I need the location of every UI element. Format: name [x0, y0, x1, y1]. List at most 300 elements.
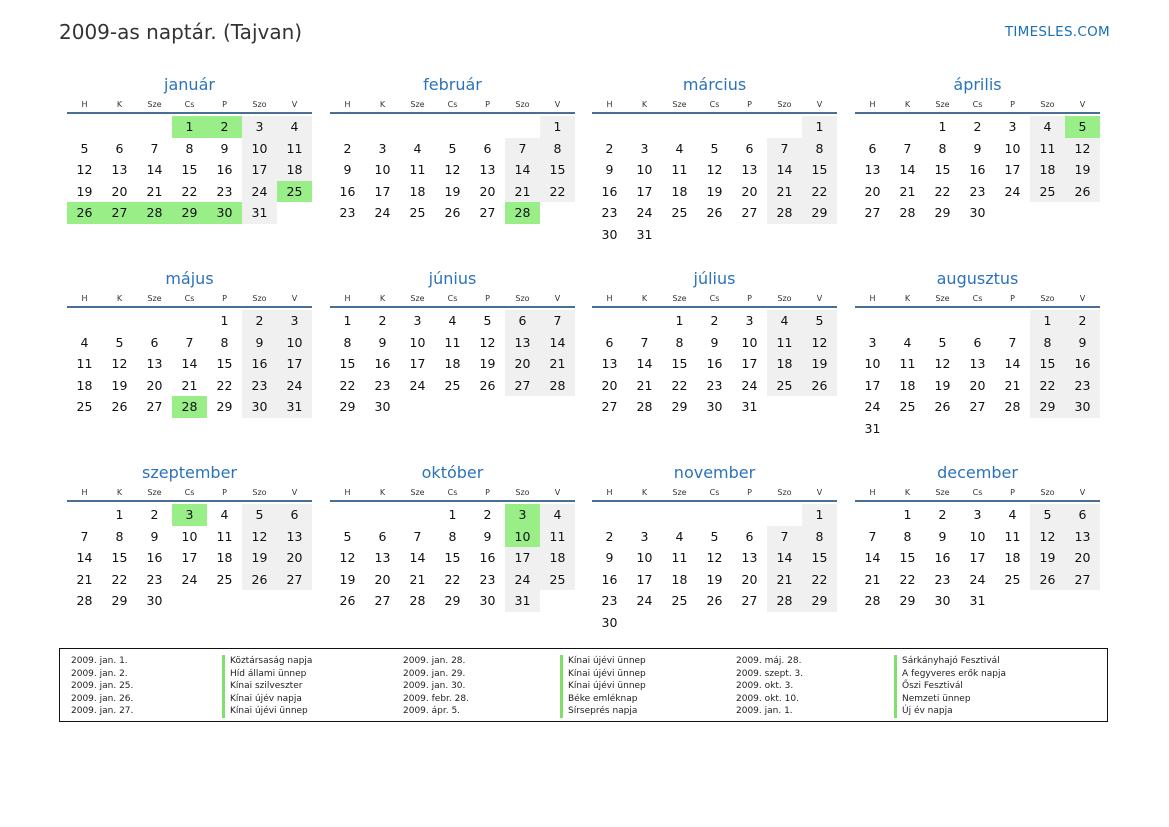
weekday-label: P	[222, 294, 227, 303]
day-cell: 17	[741, 356, 758, 372]
day-cell: 4	[767, 310, 802, 332]
empty-cell	[767, 504, 802, 526]
day-cell: 29	[934, 205, 951, 221]
weekday-label: P	[1010, 100, 1015, 109]
day-cell: 13	[277, 526, 312, 548]
day-cell: 6	[973, 334, 982, 350]
day-cell: 31	[636, 226, 653, 242]
day-cell: 17	[242, 159, 277, 181]
day-cell: 6	[745, 140, 754, 156]
legend-holiday-name: A fegyveres erők napja	[894, 668, 1006, 681]
day-cell: 24	[181, 571, 198, 587]
month-name: november	[673, 463, 756, 482]
day-cell: 9	[710, 334, 719, 350]
day-cell: 22	[216, 377, 233, 393]
day-cell: 6	[277, 504, 312, 526]
day-cell: 15	[671, 356, 688, 372]
month-name: január	[164, 75, 215, 94]
month-name: május	[165, 269, 214, 288]
day-cell: 14	[899, 162, 916, 178]
day-cell: 22	[802, 181, 837, 203]
weekday-label: P	[485, 488, 490, 497]
weekday-label: K	[641, 488, 648, 497]
month-name: február	[423, 75, 482, 94]
day-cell: 22	[540, 181, 575, 203]
day-cell: 10	[277, 332, 312, 354]
day-cell: 30	[706, 399, 723, 415]
day-cell: 11	[76, 356, 93, 372]
holiday-day-cell: 29	[172, 202, 207, 224]
empty-cell	[662, 504, 697, 526]
weekday-label: H	[81, 488, 88, 497]
holiday-day-cell: 5	[1065, 116, 1100, 138]
day-cell: 19	[706, 183, 723, 199]
empty-cell	[855, 310, 890, 332]
legend-holiday-name: Kínai szilveszter	[222, 680, 312, 693]
weekday-label: P	[747, 100, 752, 109]
day-cell: 1	[938, 119, 947, 134]
day-cell: 12	[479, 334, 496, 350]
weekday-label: P	[747, 488, 752, 497]
day-cell: 5	[80, 140, 89, 156]
day-cell: 29	[899, 593, 916, 609]
legend-date: 2009. máj. 28.	[736, 656, 802, 666]
weekday-label: P	[485, 294, 490, 303]
day-cell: 14	[540, 332, 575, 354]
weekday-header	[592, 486, 837, 502]
weekday-label: Cs	[447, 100, 458, 109]
day-cell: 20	[374, 571, 391, 587]
day-cell: 12	[934, 356, 951, 372]
day-cell: 29	[802, 590, 837, 612]
day-cell: 10	[181, 528, 198, 544]
day-cell: 22	[444, 571, 461, 587]
day-cell: 25	[1030, 181, 1065, 203]
day-cell: 19	[706, 571, 723, 587]
weekday-header	[855, 486, 1100, 502]
day-cell: 8	[185, 140, 194, 156]
weekday-header	[67, 98, 312, 114]
day-grid	[592, 504, 837, 634]
empty-cell	[732, 504, 767, 526]
day-cell: 22	[339, 377, 356, 393]
day-cell: 9	[220, 140, 229, 156]
day-cell: 12	[706, 162, 723, 178]
day-cell: 14	[76, 550, 93, 566]
day-cell: 3	[868, 334, 877, 350]
day-cell: 26	[242, 569, 277, 591]
empty-cell	[960, 310, 995, 332]
day-cell: 8	[1030, 332, 1065, 354]
day-cell: 10	[636, 162, 653, 178]
weekday-label: Cs	[709, 294, 720, 303]
day-cell: 26	[111, 399, 128, 415]
legend-holiday-name: Sárkányhajó Fesztivál	[894, 655, 1006, 668]
legend-holiday-name: Kínai újévi ünnep	[560, 655, 646, 668]
day-cell: 16	[146, 550, 163, 566]
weekday-label: H	[344, 100, 351, 109]
weekday-label: V	[816, 294, 823, 303]
holiday-day-cell: 3	[505, 504, 540, 526]
empty-cell	[855, 116, 890, 138]
weekday-header	[855, 292, 1100, 308]
empty-cell	[627, 504, 662, 526]
holiday-day-cell: 27	[102, 202, 137, 224]
weekday-label: K	[116, 100, 123, 109]
day-cell: 15	[1030, 353, 1065, 375]
day-cell: 18	[899, 377, 916, 393]
day-cell: 14	[636, 356, 653, 372]
day-cell: 11	[767, 332, 802, 354]
day-cell: 7	[868, 528, 877, 544]
weekday-label: Sze	[935, 100, 950, 109]
day-cell: 24	[1004, 183, 1021, 199]
day-cell: 21	[505, 181, 540, 203]
day-cell: 22	[671, 377, 688, 393]
day-cell: 4	[413, 140, 422, 156]
empty-cell	[172, 310, 207, 332]
day-cell: 20	[505, 353, 540, 375]
day-cell: 31	[505, 590, 540, 612]
day-cell: 23	[601, 205, 618, 221]
day-cell: 2	[242, 310, 277, 332]
day-cell: 17	[864, 377, 881, 393]
day-cell: 5	[483, 313, 492, 328]
day-cell: 3	[413, 313, 422, 328]
day-cell: 15	[540, 159, 575, 181]
legend-date: 2009. jan. 28.	[403, 656, 466, 666]
day-cell: 28	[636, 399, 653, 415]
day-cell: 4	[675, 140, 684, 156]
day-cell: 17	[636, 183, 653, 199]
empty-cell	[505, 116, 540, 138]
day-cell: 12	[802, 332, 837, 354]
day-cell: 7	[767, 526, 802, 548]
day-cell: 26	[479, 377, 496, 393]
day-cell: 19	[76, 183, 93, 199]
weekday-label: H	[869, 294, 876, 303]
day-grid	[855, 116, 1100, 224]
day-cell: 2	[973, 119, 982, 134]
day-cell: 11	[277, 138, 312, 160]
holiday-day-cell: 3	[172, 504, 207, 526]
day-cell: 16	[601, 571, 618, 587]
day-cell: 1	[1030, 310, 1065, 332]
empty-cell	[365, 504, 400, 526]
month-block	[330, 460, 575, 612]
day-cell: 31	[277, 396, 312, 418]
day-cell: 3	[640, 528, 649, 544]
page-title: 2009-as naptár. (Tajvan)	[59, 20, 303, 44]
day-cell: 11	[671, 550, 688, 566]
month-name: szeptember	[141, 463, 237, 482]
day-cell: 30	[601, 614, 618, 630]
empty-cell	[400, 504, 435, 526]
empty-cell	[365, 116, 400, 138]
day-cell: 21	[767, 569, 802, 591]
empty-cell	[592, 310, 627, 332]
weekday-label: V	[291, 294, 298, 303]
empty-cell	[697, 504, 732, 526]
weekday-label: K	[379, 488, 386, 497]
day-cell: 21	[146, 183, 163, 199]
day-cell: 24	[636, 205, 653, 221]
day-cell: 28	[76, 593, 93, 609]
weekday-header	[330, 486, 575, 502]
day-cell: 23	[479, 571, 496, 587]
day-cell: 16	[934, 550, 951, 566]
day-cell: 27	[969, 399, 986, 415]
day-cell: 20	[111, 183, 128, 199]
day-cell: 20	[146, 377, 163, 393]
day-cell: 24	[864, 399, 881, 415]
day-cell: 27	[505, 375, 540, 397]
empty-cell	[995, 310, 1030, 332]
day-cell: 28	[409, 593, 426, 609]
empty-cell	[697, 116, 732, 138]
day-cell: 8	[802, 526, 837, 548]
weekday-label: Szo	[515, 488, 530, 497]
day-cell: 4	[277, 116, 312, 138]
day-cell: 13	[479, 162, 496, 178]
legend-date: 2009. jan. 25.	[71, 681, 134, 691]
day-cell: 24	[242, 181, 277, 203]
day-cell: 1	[343, 313, 352, 328]
day-cell: 6	[868, 140, 877, 156]
empty-cell	[67, 504, 102, 526]
day-cell: 2	[483, 507, 492, 522]
empty-cell	[592, 116, 627, 138]
day-cell: 2	[710, 313, 719, 328]
day-cell: 17	[969, 550, 986, 566]
day-cell: 15	[181, 162, 198, 178]
weekday-label: P	[1010, 294, 1015, 303]
day-cell: 10	[242, 138, 277, 160]
day-cell: 22	[934, 183, 951, 199]
day-cell: 5	[802, 310, 837, 332]
day-cell: 20	[601, 377, 618, 393]
month-name: március	[682, 75, 747, 94]
day-cell: 1	[675, 313, 684, 328]
day-cell: 24	[374, 205, 391, 221]
day-cell: 10	[969, 528, 986, 544]
day-cell: 27	[146, 399, 163, 415]
day-cell: 11	[409, 162, 426, 178]
day-cell: 4	[675, 528, 684, 544]
day-cell: 19	[444, 183, 461, 199]
day-cell: 26	[444, 205, 461, 221]
day-cell: 6	[505, 310, 540, 332]
day-cell: 14	[767, 547, 802, 569]
weekday-label: Cs	[447, 294, 458, 303]
day-cell: 2	[605, 528, 614, 544]
weekday-label: Cs	[184, 100, 195, 109]
month-name: június	[428, 269, 477, 288]
month-block	[330, 266, 575, 418]
day-cell: 30	[969, 205, 986, 221]
day-cell: 29	[1030, 396, 1065, 418]
day-cell: 9	[343, 162, 352, 178]
day-cell: 25	[1004, 571, 1021, 587]
legend-date: 2009. jan. 1.	[736, 706, 793, 716]
day-cell: 30	[934, 593, 951, 609]
day-cell: 12	[706, 550, 723, 566]
day-cell: 14	[505, 159, 540, 181]
day-cell: 7	[903, 140, 912, 156]
day-cell: 22	[1030, 375, 1065, 397]
month-name: október	[421, 463, 484, 482]
day-cell: 16	[242, 353, 277, 375]
weekday-label: Sze	[410, 294, 425, 303]
day-cell: 23	[216, 183, 233, 199]
day-cell: 16	[374, 356, 391, 372]
weekday-label: Cs	[972, 294, 983, 303]
weekday-label: P	[747, 294, 752, 303]
weekday-label: V	[554, 100, 561, 109]
day-cell: 21	[864, 571, 881, 587]
weekday-label: Cs	[709, 488, 720, 497]
day-cell: 4	[220, 507, 229, 522]
weekday-label: V	[816, 100, 823, 109]
holiday-day-cell: 2	[207, 116, 242, 138]
day-cell: 27	[601, 399, 618, 415]
empty-cell	[67, 310, 102, 332]
day-cell: 21	[409, 571, 426, 587]
day-cell: 4	[903, 334, 912, 350]
day-cell: 11	[444, 334, 461, 350]
empty-cell	[67, 116, 102, 138]
day-cell: 24	[636, 593, 653, 609]
day-cell: 8	[938, 140, 947, 156]
day-cell: 9	[938, 528, 947, 544]
day-cell: 28	[540, 375, 575, 397]
weekday-label: Sze	[410, 100, 425, 109]
day-cell: 19	[339, 571, 356, 587]
day-cell: 9	[242, 332, 277, 354]
weekday-label: V	[816, 488, 823, 497]
day-cell: 6	[745, 528, 754, 544]
day-cell: 9	[1065, 332, 1100, 354]
legend-date: 2009. okt. 10.	[736, 693, 799, 704]
day-cell: 27	[479, 205, 496, 221]
day-cell: 19	[802, 353, 837, 375]
weekday-label: Szo	[515, 100, 530, 109]
holiday-day-cell: 10	[505, 526, 540, 548]
legend-date: 2009. jan. 29.	[403, 668, 466, 679]
weekday-label: Szo	[1040, 294, 1055, 303]
empty-cell	[137, 310, 172, 332]
day-cell: 13	[505, 332, 540, 354]
empty-cell	[330, 504, 365, 526]
day-cell: 20	[277, 547, 312, 569]
empty-cell	[330, 116, 365, 138]
weekday-label: H	[869, 100, 876, 109]
day-cell: 26	[934, 399, 951, 415]
day-cell: 16	[1065, 353, 1100, 375]
day-cell: 13	[969, 356, 986, 372]
day-cell: 2	[343, 140, 352, 156]
day-cell: 17	[181, 550, 198, 566]
day-cell: 16	[706, 356, 723, 372]
day-cell: 19	[479, 356, 496, 372]
day-cell: 3	[378, 140, 387, 156]
day-grid	[67, 116, 312, 224]
weekday-label: Sze	[935, 294, 950, 303]
month-block	[592, 460, 837, 634]
weekday-label: H	[344, 294, 351, 303]
day-cell: 10	[1004, 140, 1021, 156]
day-cell: 6	[605, 334, 614, 350]
legend-date: 2009. okt. 3.	[736, 681, 794, 691]
day-cell: 8	[343, 334, 352, 350]
day-cell: 18	[1004, 550, 1021, 566]
day-cell: 19	[1030, 547, 1065, 569]
day-cell: 2	[605, 140, 614, 156]
weekday-label: P	[222, 488, 227, 497]
weekday-label: H	[606, 100, 613, 109]
day-cell: 6	[150, 334, 159, 350]
legend-date: 2009. febr. 28.	[403, 693, 469, 704]
day-cell: 10	[636, 550, 653, 566]
month-name: július	[693, 269, 736, 288]
weekday-label: P	[1010, 488, 1015, 497]
weekday-header	[592, 98, 837, 114]
day-cell: 26	[1065, 181, 1100, 203]
holiday-day-cell: 1	[172, 116, 207, 138]
brand-link[interactable]: TIMESLES.COM	[1004, 24, 1110, 40]
day-cell: 25	[899, 399, 916, 415]
day-cell: 3	[973, 507, 982, 522]
day-cell: 24	[969, 571, 986, 587]
day-cell: 13	[146, 356, 163, 372]
day-cell: 18	[409, 183, 426, 199]
day-grid	[67, 504, 312, 612]
empty-cell	[855, 504, 890, 526]
weekday-label: P	[485, 100, 490, 109]
weekday-label: Cs	[709, 100, 720, 109]
day-cell: 19	[242, 547, 277, 569]
day-cell: 13	[741, 162, 758, 178]
month-block	[855, 460, 1100, 612]
day-cell: 9	[483, 528, 492, 544]
holiday-day-cell: 26	[67, 202, 102, 224]
day-cell: 3	[1008, 119, 1017, 134]
day-grid	[592, 116, 837, 246]
weekday-label: V	[1079, 294, 1086, 303]
day-cell: 25	[767, 375, 802, 397]
legend-date: 2009. ápr. 5.	[403, 706, 461, 716]
empty-cell	[592, 504, 627, 526]
day-cell: 13	[601, 356, 618, 372]
day-cell: 25	[409, 205, 426, 221]
weekday-label: Cs	[184, 488, 195, 497]
day-cell: 15	[111, 550, 128, 566]
weekday-label: V	[1079, 100, 1086, 109]
day-cell: 19	[111, 377, 128, 393]
day-cell: 7	[505, 138, 540, 160]
weekday-label: Cs	[184, 294, 195, 303]
day-cell: 25	[540, 569, 575, 591]
day-cell: 12	[76, 162, 93, 178]
day-cell: 6	[115, 140, 124, 156]
weekday-label: Sze	[147, 488, 162, 497]
day-cell: 5	[1030, 504, 1065, 526]
day-cell: 2	[150, 507, 159, 522]
day-cell: 8	[115, 528, 124, 544]
day-cell: 11	[1004, 528, 1021, 544]
weekday-label: K	[904, 100, 911, 109]
day-cell: 15	[444, 550, 461, 566]
